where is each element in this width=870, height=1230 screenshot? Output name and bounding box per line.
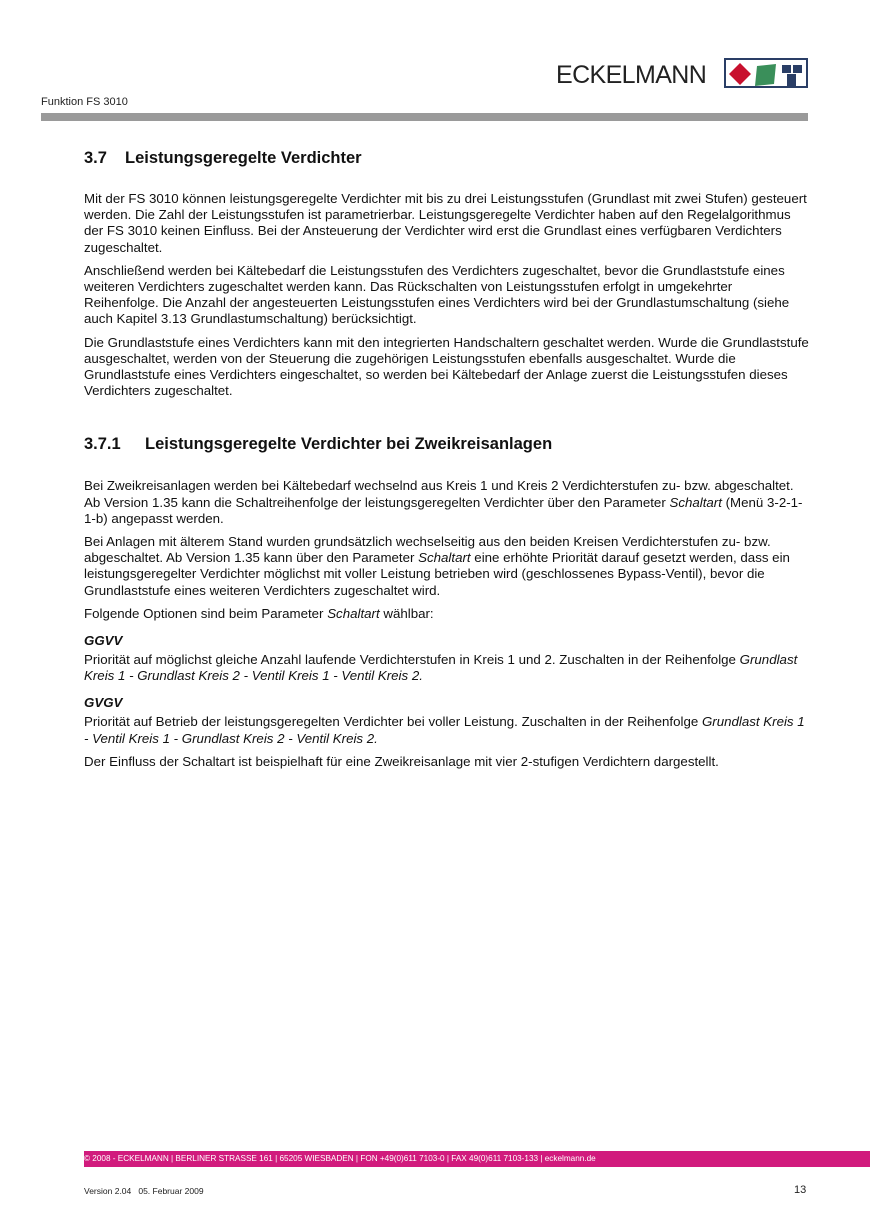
subsection-title: Leistungsgeregelte Verdichter bei Zweikreisanlagen	[145, 435, 553, 454]
subsection-paragraph	[84, 534, 809, 599]
section-paragraph: Die Grundlaststufe eines Verdichters kann mit den integrierten Handschaltern geschaltet werden. Wurde die Grundlaststufe ausgeschaltet, werden von der Steuerung die zugehörigen Leistungsstufen ebenfalls ausgeschaltet. Wurde die Grundlaststufe eines Verdichters eingeschaltet, so werden bei Kältebedarf der Anlage zuerst die Leistungsstufen dieses Verdichters zugeschaltet.	[84, 334, 809, 399]
subsection-paragraph	[84, 478, 809, 527]
section-paragraph: Mit der FS 3010 können leistungsgeregelte Verdichter mit bis zu drei Leistungsstufen (Grundlast mit zwei Stufen) gesteuert werden. Die Zahl der Leistungsstufen ist parametrierbar. Leistungsgeregelte Verdichter haben auf den Regelalgorithmus der FS 3010 keinen Einfluss. Bei der Ansteuerung der Verdichter wird erst die Grundlast eines verfügbaren Verdichters zugeschaltet.	[84, 191, 807, 255]
main-content	[84, 148, 809, 770]
text-run: Priorität auf möglichst gleiche Anzahl laufende Verdichterstufen in Kreis 1 und 2. Zuschalten in der Reihenfolge	[84, 652, 740, 668]
running-title: Funktion FS 3010	[41, 96, 128, 108]
option-name-gvgv: GVGV	[84, 695, 123, 711]
section-number: 3.7	[84, 149, 107, 167]
text-run: (Menü 3-2-1-1-b) angepasst werden.	[84, 494, 803, 526]
text-run: Priorität auf Betrieb der leistungsgeregelten Verdichter bei voller Leistung. Zuschalten in der Reihenfolge	[84, 714, 702, 730]
text-run: Bei Zweikreisanlagen werden bei Kältebedarf wechselnd aus Kreis 1 und Kreis 2 Verdichterstufen zu- bzw. abgeschaltet. Ab Version 1.35 kann die Schaltreihenfolge der leistungsgeregelten Verdichter über den Parameter	[84, 478, 794, 510]
switching-sequence: Grundlast Kreis 1 - Grundlast Kreis 2 - Ventil Kreis 1 - Ventil Kreis 2.	[84, 652, 798, 684]
logo-shapes-icon	[726, 60, 810, 90]
text-run: Folgende Optionen sind beim Parameter	[84, 605, 328, 621]
text-run: eine erhöhte Priorität darauf gesetzt werden, dass ein leistungsgeregelter Verdichter möglichst mit voller Leistung betrieben wird (geschlossenes Bypass-Ventil), bevor die Grundlaststufe eines weiteren Verdichters zugeschaltet wird.	[84, 550, 790, 598]
option-description	[84, 714, 809, 746]
closing-paragraph: Der Einfluss der Schaltart ist beispielhaft für eine Zweikreisanlage mit vier 2-stufigen Verdichtern dargestellt.	[84, 753, 719, 769]
logo-mark-icon	[724, 58, 808, 88]
subsection-number: 3.7.1	[84, 435, 121, 454]
section-heading	[84, 148, 809, 168]
option-name-ggvv: GGVV	[84, 633, 123, 649]
parameter-name: Schaltart	[327, 605, 380, 621]
option-description	[84, 652, 809, 684]
subsection-heading	[84, 434, 809, 454]
page-number: 13	[794, 1184, 807, 1196]
header-rule	[41, 113, 808, 121]
document-version: Version 2.04 05. Februar 2009	[84, 1186, 204, 1196]
parameter-name: Schaltart	[669, 494, 722, 510]
text-run: Bei Anlagen mit älterem Stand wurden grundsätzlich wechselseitig aus den beiden Kreisen Verdichterstufen zu- bzw. abgeschaltet. Ab Version 1.35 kann über den Parameter	[84, 534, 771, 566]
section-paragraph: Anschließend werden bei Kältebedarf die Leistungsstufen des Verdichters zugeschaltet, bevor die Grundlaststufe eines weiteren Verdichters zugeschaltet werden kann. Das Rückschalten von Leistungsstufen erfolgt in umgekehrter Reihenfolge. Die Anzahl der angesteuerten Leistungsstufen eines Verdichters wird bei der Grundlastumschaltung (siehe auch Kapitel 3.13 Grundlastumschaltung) berücksichtigt.	[84, 262, 790, 327]
section-title: Leistungsgeregelte Verdichter	[125, 149, 362, 167]
logo-wordmark: ECKELMANN	[556, 61, 707, 89]
subsection-paragraph	[84, 606, 809, 622]
parameter-name: Schaltart	[418, 550, 471, 566]
text-run: wählbar:	[379, 605, 434, 621]
footer-contact-bar	[84, 1151, 870, 1167]
footer-contact: © 2008 - ECKELMANN | BERLINER STRASSE 161 | 65205 WIESBADEN | FON +49(0)611 7103-0 | FAX 49(0)611 7103-133 | eckelmann.de	[84, 1154, 596, 1163]
eckelmann-logo	[556, 57, 810, 89]
switching-sequence: Grundlast Kreis 1 - Ventil Kreis 1 - Grundlast Kreis 2 - Ventil Kreis 2.	[84, 714, 805, 746]
